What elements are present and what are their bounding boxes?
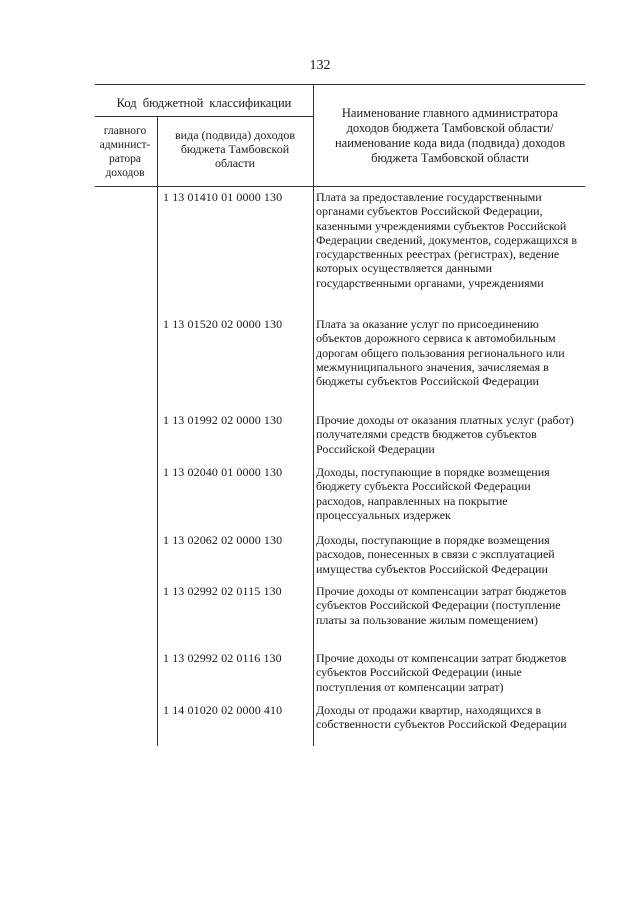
row-name: Доходы, поступающие в порядке возмещения расходов, понесенных в связи с эксплуатацией имущества субъектов Российской Федерации — [316, 533, 555, 576]
column-divider-name — [313, 84, 314, 746]
row-name: Доходы от продажи квартир, находящихся в собственности субъектов Российской Федерации — [316, 703, 567, 732]
header-bottom-border — [95, 186, 585, 187]
row-code: 1 13 01992 02 0000 130 — [163, 413, 283, 427]
row-code: 1 13 02992 02 0115 130 — [163, 584, 282, 598]
row-name: Плата за предоставление государственными органами субъектов Российской Федерации, казенными учреждениями субъектов Российской Федерации сведений, документов, содержащихся в государственных реестрах (регистрах), ведение которых осуществляется данными государственными органами, учреждениями — [316, 190, 578, 290]
row-name: Прочие доходы от компенсации затрат бюджетов субъектов Российской Федерации (поступление платы за пользование жилым помещением) — [316, 584, 567, 627]
row-code: 1 14 01020 02 0000 410 — [163, 703, 283, 717]
row-name: Плата за оказание услуг по присоединению объектов дорожного сервиса к автомобильным дорогам общего пользования регионального или межмуниципального значения, зачисляемая в бюджеты субъектов Российской Федерации — [316, 317, 565, 389]
header-group-title: Код бюджетной классификации — [116, 96, 292, 110]
page-number: 132 — [309, 58, 331, 73]
row-code: 1 13 02992 02 0116 130 — [163, 651, 282, 665]
header-col-name: Наименование главного администратора доходов бюджета Тамбовской области/наименование кода вида (подвида) доходов бюджета Тамбовской области — [334, 106, 565, 165]
row-name: Прочие доходы от оказания платных услуг (работ) получателями средств бюджетов субъектов Российской Федерации — [316, 413, 574, 456]
header-group-divider — [95, 116, 313, 117]
column-divider-admin — [157, 116, 158, 746]
row-code: 1 13 01410 01 0000 130 — [163, 190, 283, 204]
row-code: 1 13 02062 02 0000 130 — [163, 533, 283, 547]
row-code: 1 13 02040 01 0000 130 — [163, 465, 283, 479]
row-name: Прочие доходы от компенсации затрат бюджетов субъектов Российской Федерации (иные поступления от компенсации затрат) — [316, 651, 567, 694]
row-code: 1 13 01520 02 0000 130 — [163, 317, 283, 331]
table-top-border — [95, 84, 585, 85]
header-col-type: вида (подвида) доходов бюджета Тамбовской области — [175, 128, 295, 170]
row-name: Доходы, поступающие в порядке возмещения бюджету субъекта Российской Федерации расходов, направленных на покрытие процессуальных издержек — [316, 465, 550, 522]
header-col-admin: главного админист-ратора доходов — [99, 125, 151, 179]
